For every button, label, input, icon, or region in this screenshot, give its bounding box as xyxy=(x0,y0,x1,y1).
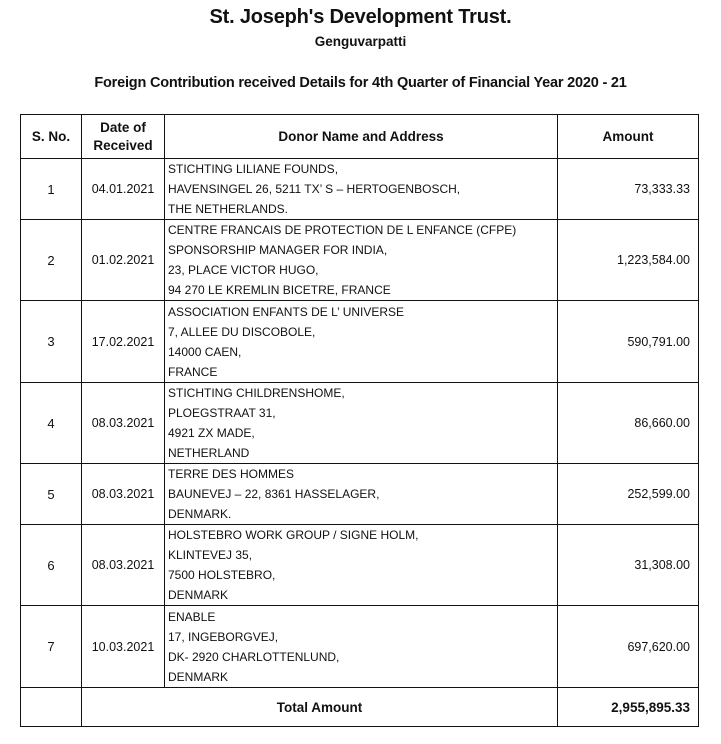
donor-address xyxy=(165,383,558,464)
address-line: ENABLE xyxy=(168,609,216,624)
date-received: 08.03.2021 xyxy=(82,525,165,606)
address-line: ASSOCIATION ENFANTS DE L’ UNIVERSE xyxy=(168,304,405,319)
date-received: 08.03.2021 xyxy=(82,464,165,525)
serial-number: 4 xyxy=(21,383,82,464)
address-line: 14000 CAEN, xyxy=(168,344,242,359)
table-row xyxy=(21,220,699,301)
address-line: DENMARK xyxy=(168,588,229,602)
serial-number: 5 xyxy=(21,464,82,525)
date-received: 08.03.2021 xyxy=(82,383,165,464)
table-row xyxy=(21,525,699,606)
address-line: THE NETHERLANDS. xyxy=(168,202,289,216)
amount: 252,599.00 xyxy=(558,464,699,525)
address-line: 23, PLACE VICTOR HUGO, xyxy=(168,263,319,277)
total-label: Total Amount xyxy=(82,688,558,727)
amount: 86,660.00 xyxy=(558,383,699,464)
organization-location: Genguvarpatti xyxy=(314,34,407,49)
amount: 73,333.33 xyxy=(558,159,699,220)
total-row xyxy=(21,688,699,727)
address-line: DK- 2920 CHARLOTTENLUND, xyxy=(168,649,340,664)
header-date-line2: Received xyxy=(93,137,153,153)
serial-number: 7 xyxy=(21,606,82,688)
total-empty-cell xyxy=(21,688,82,727)
address-line: STICHTING CHILDRENSHOME, xyxy=(168,386,345,400)
header-sno: S. No. xyxy=(21,115,82,159)
address-line: DENMARK xyxy=(168,669,229,684)
address-line: KLINTEVEJ 35, xyxy=(168,548,253,562)
date-received: 01.02.2021 xyxy=(82,220,165,301)
serial-number: 1 xyxy=(21,159,82,220)
donor-address xyxy=(165,220,558,301)
total-amount: 2,955,895.33 xyxy=(558,688,699,727)
table-row xyxy=(21,606,699,688)
report-heading: Foreign Contribution received Details for 4th Quarter of Financial Year 2020 - 21 xyxy=(94,75,627,91)
amount: 697,620.00 xyxy=(558,606,699,688)
address-line: 7, ALLEE DU DISCOBOLE, xyxy=(168,324,316,339)
header-date-line1: Date of xyxy=(100,119,146,135)
address-line: FRANCE xyxy=(168,364,218,379)
serial-number: 2 xyxy=(21,220,82,301)
table-header-row xyxy=(21,115,699,159)
table-row xyxy=(21,301,699,383)
address-line: PLOEGSTRAAT 31, xyxy=(168,406,276,420)
date-received: 10.03.2021 xyxy=(82,606,165,688)
address-line: BAUNEVEJ – 22, 8361 HASSELAGER, xyxy=(168,487,380,501)
donor-address xyxy=(165,464,558,525)
amount: 590,791.00 xyxy=(558,301,699,383)
header-date xyxy=(82,115,165,159)
organization-title: St. Joseph's Development Trust. xyxy=(209,6,512,28)
date-received: 04.01.2021 xyxy=(82,159,165,220)
table-row xyxy=(21,383,699,464)
address-line: CENTRE FRANCAIS DE PROTECTION DE L ENFANCE (CFPE) xyxy=(168,223,517,237)
donor-address xyxy=(165,159,558,220)
address-line: 4921 ZX MADE, xyxy=(168,426,255,440)
address-line: 17, INGEBORGVEJ, xyxy=(168,629,279,644)
contributions-table xyxy=(20,114,699,727)
donor-address xyxy=(165,525,558,606)
amount: 1,223,584.00 xyxy=(558,220,699,301)
amount: 31,308.00 xyxy=(558,525,699,606)
address-line: HAVENSINGEL 26, 5211 TX’ S – HERTOGENBOSCH, xyxy=(168,182,461,196)
address-line: DENMARK. xyxy=(168,507,232,521)
address-line: 7500 HOLSTEBRO, xyxy=(168,568,276,582)
address-line: HOLSTEBRO WORK GROUP / SIGNE HOLM, xyxy=(168,528,419,542)
address-line: SPONSORSHIP MANAGER FOR INDIA, xyxy=(168,243,388,257)
header-donor: Donor Name and Address xyxy=(165,115,558,159)
address-line: 94 270 LE KREMLIN BICETRE, FRANCE xyxy=(168,283,391,297)
date-received: 17.02.2021 xyxy=(82,301,165,383)
serial-number: 3 xyxy=(21,301,82,383)
table-row xyxy=(21,464,699,525)
address-line: STICHTING LILIANE FOUNDS, xyxy=(168,162,339,176)
header-amount: Amount xyxy=(558,115,699,159)
address-line: NETHERLAND xyxy=(168,446,250,460)
address-line: TERRE DES HOMMES xyxy=(168,467,295,481)
donor-address xyxy=(165,301,558,383)
donor-address xyxy=(165,606,558,688)
serial-number: 6 xyxy=(21,525,82,606)
table-row xyxy=(21,159,699,220)
